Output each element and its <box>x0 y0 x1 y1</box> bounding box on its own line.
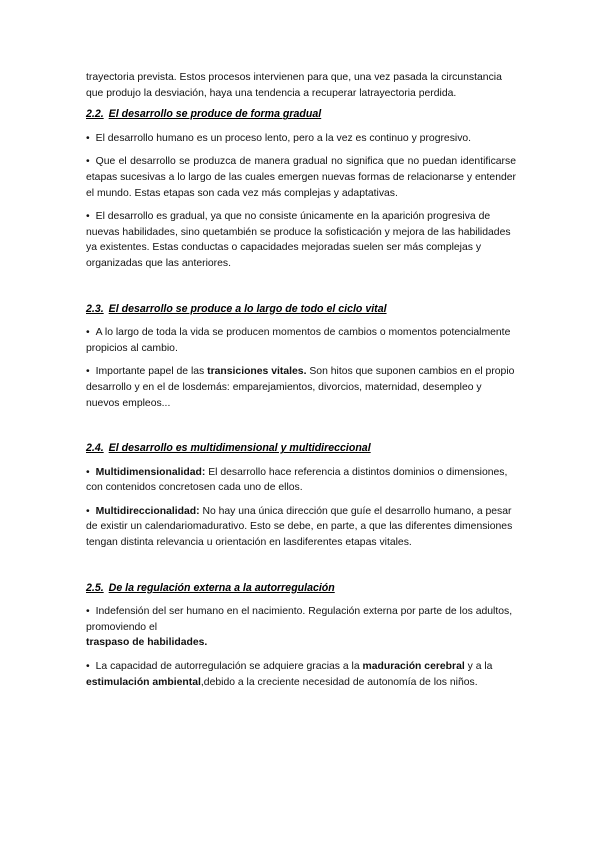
bullet-text: Que el desarrollo se produzca de manera gradual no significa que no puedan identificarse etapas sucesivas a lo largo de las cuales emergen nuevas formas de relacionarse y entender el mundo. Estas etapas son cada vez más complejas y adaptativas. <box>86 156 516 199</box>
section-heading <box>86 581 516 597</box>
bullet-item <box>86 659 516 690</box>
bullet-item <box>86 604 516 651</box>
section-2-4 <box>86 441 516 551</box>
bullet-text-post: No hay una única dirección que guíe el desarrollo humano, a pesar de existir un calendariomadurativo. Esto se debe, en parte, a que las diferentes dimensiones tengan distinta relevancia u orientación en lasdiferentes etapas vitales. <box>86 505 513 549</box>
bullet-marker: • <box>86 132 90 144</box>
section-number: 2.5. <box>86 581 104 594</box>
bullet-item <box>86 325 516 356</box>
section-heading <box>86 107 516 123</box>
section-heading <box>86 441 516 457</box>
bullet-text-bold: transiciones vitales. <box>207 366 307 378</box>
section-number: 2.4. <box>86 442 104 455</box>
document-page <box>86 70 516 690</box>
bullet-text-post: ,debido a la creciente necesidad de autonomía de los niños. <box>200 676 478 688</box>
section-2-3 <box>86 302 516 412</box>
bullet-item <box>86 209 516 271</box>
bullet-marker: • <box>86 327 90 339</box>
bullet-marker: • <box>86 606 90 618</box>
bullet-marker: • <box>86 366 90 378</box>
bullet-marker: • <box>86 211 90 223</box>
section-heading <box>86 302 516 318</box>
section-title: De la regulación externa a la autorregulación <box>108 581 335 594</box>
bullet-text-pre: Importante papel de las <box>95 366 208 378</box>
bullet-text-bold: Multidimensionalidad: <box>95 466 206 478</box>
bullet-text-post: Son hitos que suponen cambios en el propio desarrollo y en el de losdemás: emparejamientos, divorcios, maternidad, desempleo y nuevos empleos... <box>86 366 515 409</box>
bullet-marker: • <box>86 661 90 673</box>
bullet-item <box>86 131 516 147</box>
bullet-text-bold-2: estimulación ambiental <box>86 676 201 688</box>
bullet-text-post: El desarrollo hace referencia a distintos dominios o dimensiones, con contenidos concretosen cada uno de ellos. <box>86 466 508 494</box>
section-2-5 <box>86 581 516 691</box>
bullet-item <box>86 364 516 411</box>
bullet-item <box>86 154 516 201</box>
bullet-text-pre: La capacidad de autorregulación se adquiere gracias a la <box>95 661 363 673</box>
bullet-text: A lo largo de toda la vida se producen momentos de cambios o momentos potencialmente propicios al cambio. <box>86 327 511 354</box>
bullet-item <box>86 504 516 551</box>
bullet-text-bold: maduración cerebral <box>362 661 465 673</box>
bullet-marker: • <box>86 466 90 478</box>
section-2-2 <box>86 107 516 271</box>
section-title: El desarrollo se produce a lo largo de todo el ciclo vital <box>108 302 387 315</box>
bullet-text: Indefensión del ser humano en el nacimiento. Regulación externa por parte de los adultos, promoviendo el <box>86 606 513 633</box>
bullet-item <box>86 465 516 496</box>
bullet-marker: • <box>86 505 90 517</box>
bullet-text-mid: y a la <box>464 661 493 673</box>
section-title: El desarrollo se produce de forma gradual <box>108 108 322 121</box>
bullet-marker: • <box>86 156 90 168</box>
bullet-text: El desarrollo humano es un proceso lento, pero a la vez es continuo y progresivo. <box>95 132 472 144</box>
bullet-text-tail-bold: traspaso de habilidades. <box>86 637 208 649</box>
section-title: El desarrollo es multidimensional y multidireccional <box>108 442 371 455</box>
intro-paragraph: trayectoria prevista. Estos procesos intervienen para que, una vez pasada la circunstancia que produjo la desviación, haya una tendencia a recuperar latrayectoria perdida. <box>86 72 502 99</box>
section-number: 2.2. <box>86 108 104 121</box>
section-number: 2.3. <box>86 302 104 315</box>
bullet-text: El desarrollo es gradual, ya que no consiste únicamente en la aparición progresiva de nuevas habilidades, sino quetambién se produce la sofisticación y mejora de las habilidades ya existentes. Estas conductas o capacidades mejoradas suelen ser más complejas y organizadas que las anteriores. <box>86 211 511 269</box>
bullet-text-bold: Multidireccionalidad: <box>95 505 200 517</box>
